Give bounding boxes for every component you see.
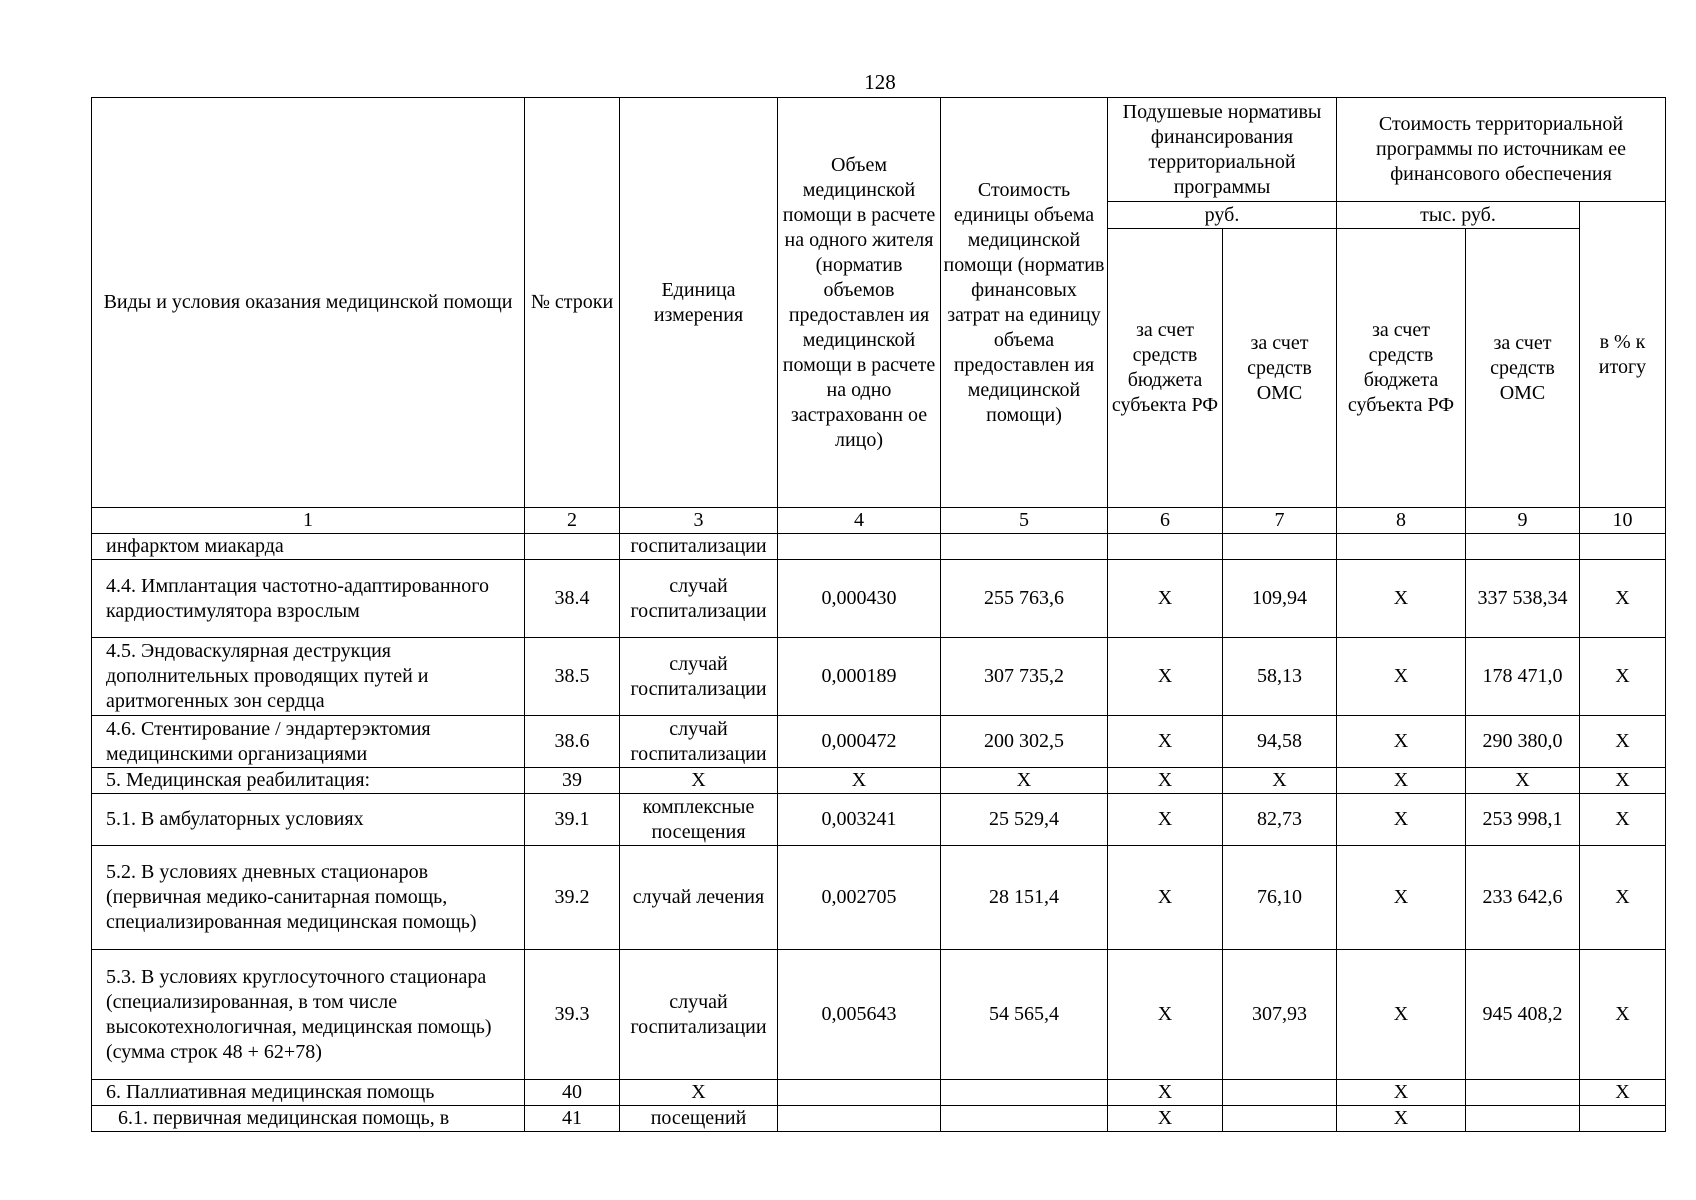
table-row xyxy=(92,768,1666,794)
header-group-cost: Стоимость территориальной программы по источникам ее финансового обеспечения xyxy=(1337,98,1666,202)
row-value: 28 151,4 xyxy=(941,846,1108,950)
table-row xyxy=(92,638,1666,716)
row-value: 307,93 xyxy=(1223,950,1337,1080)
row-value xyxy=(778,1080,941,1106)
row-value xyxy=(1223,1106,1337,1132)
row-unit: комплексные посещения xyxy=(620,794,778,846)
row-value: 54 565,4 xyxy=(941,950,1108,1080)
header-unit-rub: руб. xyxy=(1108,202,1337,229)
table-row xyxy=(92,950,1666,1080)
row-unit: посещений xyxy=(620,1106,778,1132)
header-col-3: Единица измерения xyxy=(620,98,778,508)
header-unit-thousand-rub: тыс. руб. xyxy=(1337,202,1580,229)
row-value: X xyxy=(1337,1106,1466,1132)
row-value: 178 471,0 xyxy=(1466,638,1580,716)
column-number: 8 xyxy=(1337,508,1466,534)
header-col-10: в % к итогу xyxy=(1580,202,1666,508)
column-number: 1 xyxy=(92,508,525,534)
header-group-per-capita: Подушевые нормативы финансирования территориальной программы xyxy=(1108,98,1337,202)
row-label: 5.1. В амбулаторных условиях xyxy=(92,794,525,846)
row-unit: случай госпитализации xyxy=(620,716,778,768)
row-number: 39.1 xyxy=(525,794,620,846)
row-unit: случай госпитализации xyxy=(620,560,778,638)
row-value: X xyxy=(1337,846,1466,950)
row-value xyxy=(1108,534,1223,560)
header-col-6: за счет средств бюджета субъекта РФ xyxy=(1108,229,1223,508)
column-number: 4 xyxy=(778,508,941,534)
row-unit: случай госпитализации xyxy=(620,950,778,1080)
page-number: 128 xyxy=(864,70,896,94)
row-value: 0,003241 xyxy=(778,794,941,846)
data-table xyxy=(91,97,1666,1132)
column-number: 3 xyxy=(620,508,778,534)
row-value xyxy=(1223,1080,1337,1106)
row-value: X xyxy=(1580,950,1666,1080)
row-value: 0,005643 xyxy=(778,950,941,1080)
row-number xyxy=(525,534,620,560)
table-row xyxy=(92,1080,1666,1106)
row-label: 5. Медицинская реабилитация: xyxy=(92,768,525,794)
row-value: X xyxy=(1108,950,1223,1080)
row-value: 25 529,4 xyxy=(941,794,1108,846)
row-value: 253 998,1 xyxy=(1466,794,1580,846)
row-value xyxy=(941,534,1108,560)
column-number: 6 xyxy=(1108,508,1223,534)
row-value: X xyxy=(1108,794,1223,846)
row-label: 6. Паллиативная медицинская помощь xyxy=(92,1080,525,1106)
row-number: 39 xyxy=(525,768,620,794)
row-value xyxy=(1466,1080,1580,1106)
column-number: 9 xyxy=(1466,508,1580,534)
row-label: 5.2. В условиях дневных стационаров (первичная медико-санитарная помощь, специализированная медицинская помощь) xyxy=(92,846,525,950)
row-value xyxy=(1580,1106,1666,1132)
row-value: X xyxy=(1580,560,1666,638)
header-col-4: Объем медицинской помощи в расчете на одного жителя (норматив объемов предоставлен ия медицинской помощи в расчете на одно застрахованн ое лицо) xyxy=(778,98,941,508)
row-value: X xyxy=(1580,768,1666,794)
row-value: X xyxy=(1108,560,1223,638)
row-value: X xyxy=(1108,768,1223,794)
row-value: X xyxy=(1580,846,1666,950)
header-row-1 xyxy=(92,98,1666,202)
row-value: 200 302,5 xyxy=(941,716,1108,768)
row-value: X xyxy=(1337,794,1466,846)
row-value: 109,94 xyxy=(1223,560,1337,638)
row-label: 4.5. Эндоваскулярная деструкция дополнительных проводящих путей и аритмогенных зон сердца xyxy=(92,638,525,716)
column-number: 10 xyxy=(1580,508,1666,534)
row-value: X xyxy=(1580,638,1666,716)
row-value: X xyxy=(1337,716,1466,768)
row-label: 6.1. первичная медицинская помощь, в xyxy=(92,1106,525,1132)
row-number: 38.4 xyxy=(525,560,620,638)
row-value xyxy=(1580,534,1666,560)
row-value: X xyxy=(1337,638,1466,716)
row-value: 307 735,2 xyxy=(941,638,1108,716)
row-value: X xyxy=(941,768,1108,794)
row-value: 94,58 xyxy=(1223,716,1337,768)
row-value: 290 380,0 xyxy=(1466,716,1580,768)
row-value: X xyxy=(1466,768,1580,794)
row-number: 40 xyxy=(525,1080,620,1106)
row-label: 5.3. В условиях круглосуточного стационара (специализированная, в том числе высокотехнологичная, медицинская помощь) (сумма строк 48 + 62+78) xyxy=(92,950,525,1080)
row-unit: X xyxy=(620,768,778,794)
row-value: 0,000472 xyxy=(778,716,941,768)
row-number: 39.3 xyxy=(525,950,620,1080)
row-unit: госпитализации xyxy=(620,534,778,560)
row-value: X xyxy=(1108,1106,1223,1132)
row-unit: X xyxy=(620,1080,778,1106)
table-row xyxy=(92,560,1666,638)
row-value: X xyxy=(1108,638,1223,716)
header-col-8: за счет средств бюджета субъекта РФ xyxy=(1337,229,1466,508)
row-value: 337 538,34 xyxy=(1466,560,1580,638)
row-value: X xyxy=(1108,716,1223,768)
row-value: 945 408,2 xyxy=(1466,950,1580,1080)
column-number: 7 xyxy=(1223,508,1337,534)
row-value: X xyxy=(1108,1080,1223,1106)
row-value: X xyxy=(1337,768,1466,794)
column-number: 5 xyxy=(941,508,1108,534)
row-value xyxy=(778,534,941,560)
row-value: X xyxy=(778,768,941,794)
header-col-1: Виды и условия оказания медицинской помощи xyxy=(92,98,525,508)
row-value: 58,13 xyxy=(1223,638,1337,716)
header-col-7: за счет средств ОМС xyxy=(1223,229,1337,508)
row-value xyxy=(1466,1106,1580,1132)
row-value: X xyxy=(1108,846,1223,950)
table-row xyxy=(92,794,1666,846)
header-col-9: за счет средств ОМС xyxy=(1466,229,1580,508)
row-value: X xyxy=(1580,794,1666,846)
row-value xyxy=(1223,534,1337,560)
row-unit: случай лечения xyxy=(620,846,778,950)
row-value: X xyxy=(1337,950,1466,1080)
row-unit: случай госпитализации xyxy=(620,638,778,716)
row-value xyxy=(1466,534,1580,560)
row-value xyxy=(941,1080,1108,1106)
table-row xyxy=(92,846,1666,950)
row-value: 0,000189 xyxy=(778,638,941,716)
row-value: X xyxy=(1223,768,1337,794)
row-label: инфарктом миакарда xyxy=(92,534,525,560)
header-col-2: № строки xyxy=(525,98,620,508)
row-value: 0,000430 xyxy=(778,560,941,638)
row-value xyxy=(778,1106,941,1132)
row-value: 82,73 xyxy=(1223,794,1337,846)
row-value: X xyxy=(1337,1080,1466,1106)
row-value xyxy=(941,1106,1108,1132)
column-number: 2 xyxy=(525,508,620,534)
row-number: 41 xyxy=(525,1106,620,1132)
row-value: 233 642,6 xyxy=(1466,846,1580,950)
row-label: 4.6. Стентирование / эндартерэктомия медицинскими организациями xyxy=(92,716,525,768)
row-value: 255 763,6 xyxy=(941,560,1108,638)
row-number: 38.6 xyxy=(525,716,620,768)
table-row xyxy=(92,1106,1666,1132)
table-row xyxy=(92,716,1666,768)
row-value xyxy=(1337,534,1466,560)
row-number: 39.2 xyxy=(525,846,620,950)
row-label: 4.4. Имплантация частотно-адаптированного кардиостимулятора взрослым xyxy=(92,560,525,638)
column-number-row xyxy=(92,508,1666,534)
header-col-5: Стоимость единицы объема медицинской помощи (норматив финансовых затрат на единицу объема предоставлен ия медицинской помощи) xyxy=(941,98,1108,508)
row-value: X xyxy=(1580,716,1666,768)
row-value: X xyxy=(1337,560,1466,638)
row-number: 38.5 xyxy=(525,638,620,716)
row-value: X xyxy=(1580,1080,1666,1106)
row-value: 0,002705 xyxy=(778,846,941,950)
row-value: 76,10 xyxy=(1223,846,1337,950)
table-row xyxy=(92,534,1666,560)
